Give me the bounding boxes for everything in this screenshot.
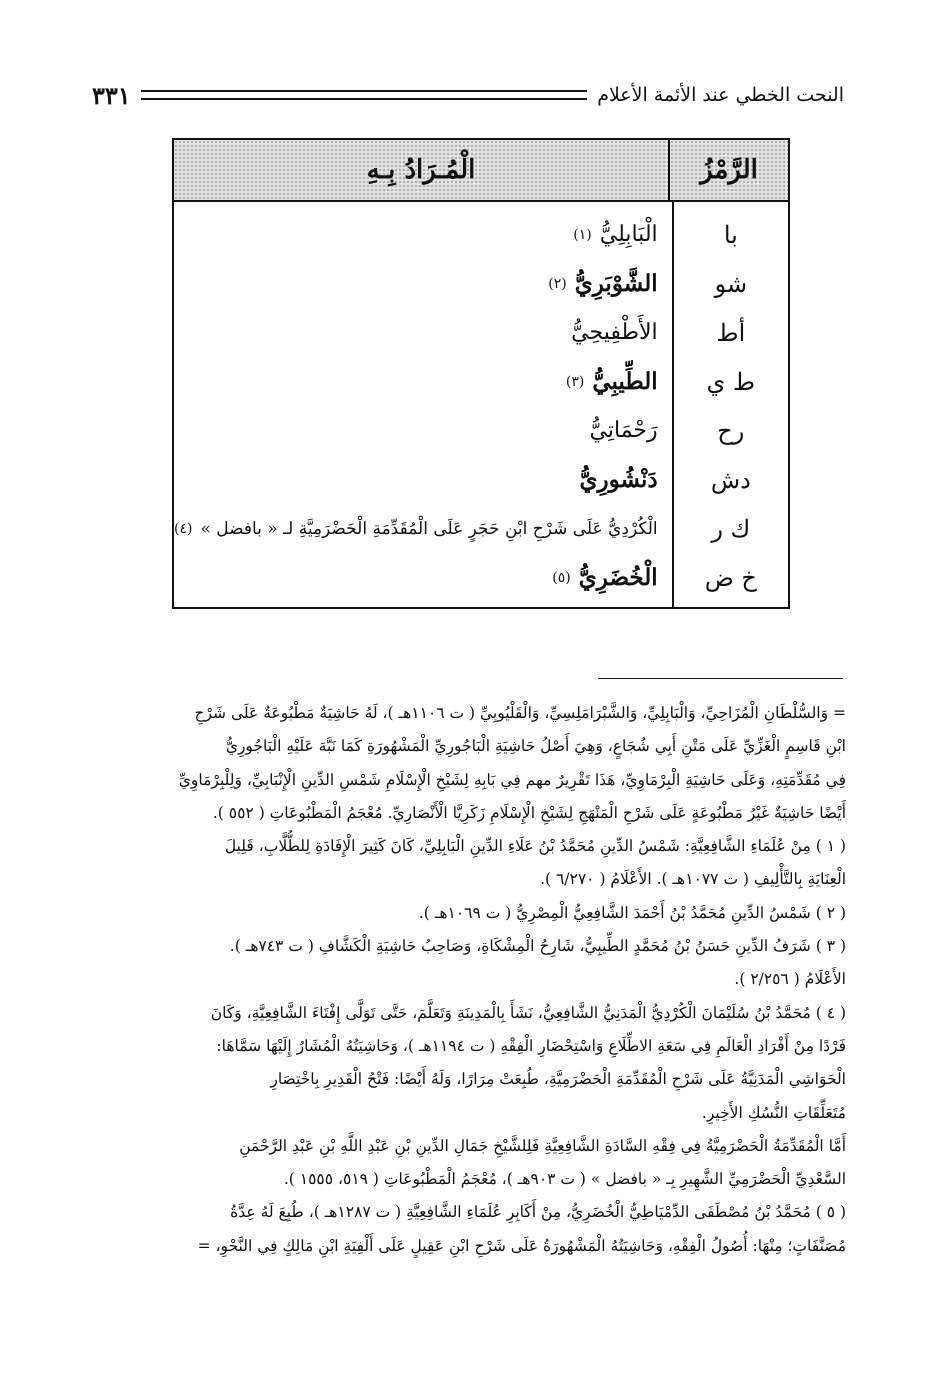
meaning-column <box>174 202 672 609</box>
meaning-cell <box>174 455 672 504</box>
footnote-line: فِي مُقَدِّمَتِهِ، وَعَلَى حَاشِيَةِ الْبِرْمَاوِيِّ، هَذَا تَقْرِيرٌ مهم فِي بَابِهِ لِشَيْخِ الْإِسْلَامِ شَمْسِ الدِّينِ الْإِنْبَابِيِّ، وَلِلْبِرْمَاوِيِّ <box>178 770 846 789</box>
code-cell: ط ي <box>706 367 756 396</box>
footnote-ref: (١) <box>573 226 592 243</box>
meaning-text: الشَّوْبَرِيُّ <box>574 270 658 297</box>
footnote-line: ( ١ ) مِنْ عُلَمَاءِ الشَّافِعِيَّةِ: شَمْسُ الدِّينِ مُحَمَّدُ بْنُ عَلَاءِ الدِّينِ الْبَابِلِيِّ، كَانَ كَثِيرَ الْإِفَادَةِ لِلطُّلَّابِ، قَلِيلَ <box>224 837 846 856</box>
footnote-line: = وَالسُّلْطَانِ الْمُزَاحِيِّ، وَالْبَابِلِيِّ، وَالشَّبْرَامَلِسِيِّ، وَالْقَلْيُوبِيِّ ( ت ١١٠٦هـ )، لَهُ حَاشِيَةٌ مَطْبُوعَةٌ عَلَى شَرْحِ <box>194 704 846 722</box>
table-body <box>174 202 788 609</box>
code-cell: خ ض <box>704 563 757 592</box>
meaning-cell <box>174 406 672 455</box>
meaning-text: دَنْشُورِيُّ <box>579 466 658 493</box>
table-header-row <box>174 140 788 202</box>
meaning-cell <box>174 308 672 357</box>
meaning-text: الْبَابِلِيُّ <box>599 222 658 247</box>
header-double-rule <box>141 90 588 100</box>
running-header <box>92 78 844 112</box>
footnote-line: ( ٣ ) شَرَفُ الدِّينِ حَسَنُ بْنُ مُحَمَّدٍ الطِّيبِيُّ، شَارِحُ الْمِشْكَاةِ، وَصَاحِبُ حَاشِيَةِ الْكَشَّافِ ( ت ٧٤٣هـ ). <box>229 937 846 956</box>
footnote-line: مُتَعَلِّقَاتِ النُّسُكِ الأَخِيرِ. <box>701 1103 846 1122</box>
footnote-line: فَرْدًا مِنْ أَفْرَادِ الْعَالَمِ فِي سَعَةِ الاطِّلَاعِ وَاسْتِحْضَارِ الْفِقْهِ ( ت ١١٩٤هـ )، وَحَاشِيَتُهُ الْمُشَارُ إِلَيْهَا سَمَّاهَا: <box>216 1036 846 1055</box>
meaning-cell <box>174 210 672 259</box>
footnote-line: الأَعْلَامُ ( ٢/٢٥٦ ). <box>734 970 846 989</box>
meaning-text: الْكُرْدِيُّ عَلَى شَرْحِ ابْنِ حَجَرٍ عَلَى الْمُقَدِّمَةِ الْحَضْرَمِيَّةِ لـ « بافضل » <box>200 518 658 539</box>
footnote-line: مُصَنَّفَاتٍ؛ مِنْهَا: أُصُولُ الْفِقْهِ، وَحَاشِيَتُهُ الْمَشْهُورَةُ عَلَى شَرْحِ ابْنِ عَقِيلٍ عَلَى أَلْفِيَةِ ابْنِ مَالِكٍ فِي النَّحْوِ، = <box>197 1236 846 1255</box>
code-column <box>672 202 788 609</box>
footnote-ref: (٥) <box>552 569 571 586</box>
header-code: الرَّمْزُ <box>668 140 788 200</box>
footnote-line: أَمَّا الْمُقَدِّمَةُ الْحَضْرَمِيَّةُ فِي فِقْهِ السَّادَةِ الشَّافِعِيَّةِ فَلِلشَّيْخِ جَمَالِ الدِّينِ بْنِ عَبْدِ اللَّهِ بْنِ عَبْدِ الرَّحْمَنِ <box>239 1136 846 1155</box>
footnote-line: الْحَوَاشِي الْمَدَنِيَّةُ عَلَى شَرْحِ الْمُقَدِّمَةِ الْحَضْرَمِيَّةِ، طُبِعَتْ مِرَارًا، وَلَهُ أَيْضًا: فَتْحُ الْقَدِيرِ بِاخْتِصَارِ <box>270 1070 846 1089</box>
footnote-line: ( ٢ ) شَمْسُ الدِّينِ مُحَمَّدُ بْنُ أَحْمَدَ الشَّافِعِيُّ الْمِصْرِيُّ ( ت ١٠٦٩هـ ). <box>418 903 846 922</box>
footnote-ref: (٤) <box>174 520 193 537</box>
meaning-cell <box>174 504 672 553</box>
footnote-line: ابْنِ قَاسِمٍ الْغَزِّيِّ عَلَى مَتْنِ أَبِي شُجَاعٍ، وَهِيَ أَصْلُ حَاشِيَةِ الْبَاجُورِيِّ الْمَشْهُورَةِ كَمَا نَبَّهَ عَلَيْهِ الْبَاجُورِيُّ <box>225 737 846 756</box>
meaning-cell <box>174 357 672 406</box>
code-cell: رح <box>717 416 745 445</box>
footnote-line: الْعِنَايَةِ بِالتَّأْلِيفِ ( ت ١٠٧٧هـ ). الأَعْلَامُ ( ٦/٢٧٠ ). <box>540 870 846 889</box>
footnote-line: السَّعْدِيِّ الْحَضْرَمِيِّ الشَّهِيرِ بِـ « بافضل » ( ت ٩٠٣هـ )، مُعْجَمُ الْمَطْبُوعَاتِ ( ٥١٩، ١٥٥٥ ). <box>283 1170 846 1189</box>
footnote-line: ( ٤ ) مُحَمَّدُ بْنُ سُلَيْمَانَ الْكُرْدِيُّ الْمَدَنِيُّ الشَّافِعِيُّ، نَشَأَ بِالْمَدِينَةِ وَتَعَلَّمَ، حَتَّى تَوَلَّى إِفْتَاءَ الشَّافِعِيَّةِ، وَكَانَ <box>210 1003 846 1022</box>
meaning-text: رَحْمَاتِيُّ <box>589 418 658 443</box>
code-cell: دش <box>710 465 751 494</box>
header-meaning: الْمُـرَادُ بِـهِ <box>366 155 476 185</box>
footnote-separator <box>598 678 843 679</box>
footnote-ref: (٢) <box>548 275 567 292</box>
code-cell: شو <box>714 269 748 298</box>
meaning-cell <box>174 259 672 308</box>
meaning-text: الْخُضَرِيُّ <box>578 564 658 591</box>
footnote-line: ( ٥ ) مُحَمَّدُ بْنُ مُصْطَفَى الدِّمْيَاطِيُّ الْخُضَرِيُّ، مِنْ أَكَابِرِ عُلَمَاءِ الشَّافِعِيَّةِ ( ت ١٢٨٧هـ )، طُبِعَ لَهُ عِدَّةُ <box>230 1203 846 1222</box>
meaning-text: الأَطْفِيحِيُّ <box>571 320 658 345</box>
book-title: النحت الخطي عند الأئمة الأعلام <box>597 84 844 106</box>
meaning-text: الطِّيبِيُّ <box>592 368 658 395</box>
code-cell: با <box>723 220 738 249</box>
footnote-line: أَيْضًا حَاشِيَةٌ غَيْرُ مَطْبُوعَةٍ عَلَى شَرْحِ الْمَنْهَجِ لِشَيْخِ الْإِسْلَامِ زَكَرِيَّا الْأَنْصَارِيِّ. مُعْجَمُ الْمَطْبُوعَاتِ ( ٥٥٢ ). <box>212 803 846 822</box>
code-cell: أط <box>716 318 746 347</box>
footnote-ref: (٣) <box>565 373 585 390</box>
code-cell: ك ر <box>711 514 751 543</box>
footnotes <box>56 697 846 1263</box>
page-number: ٣٣١ <box>92 80 131 110</box>
symbols-table <box>172 138 790 609</box>
meaning-cell <box>174 553 672 602</box>
